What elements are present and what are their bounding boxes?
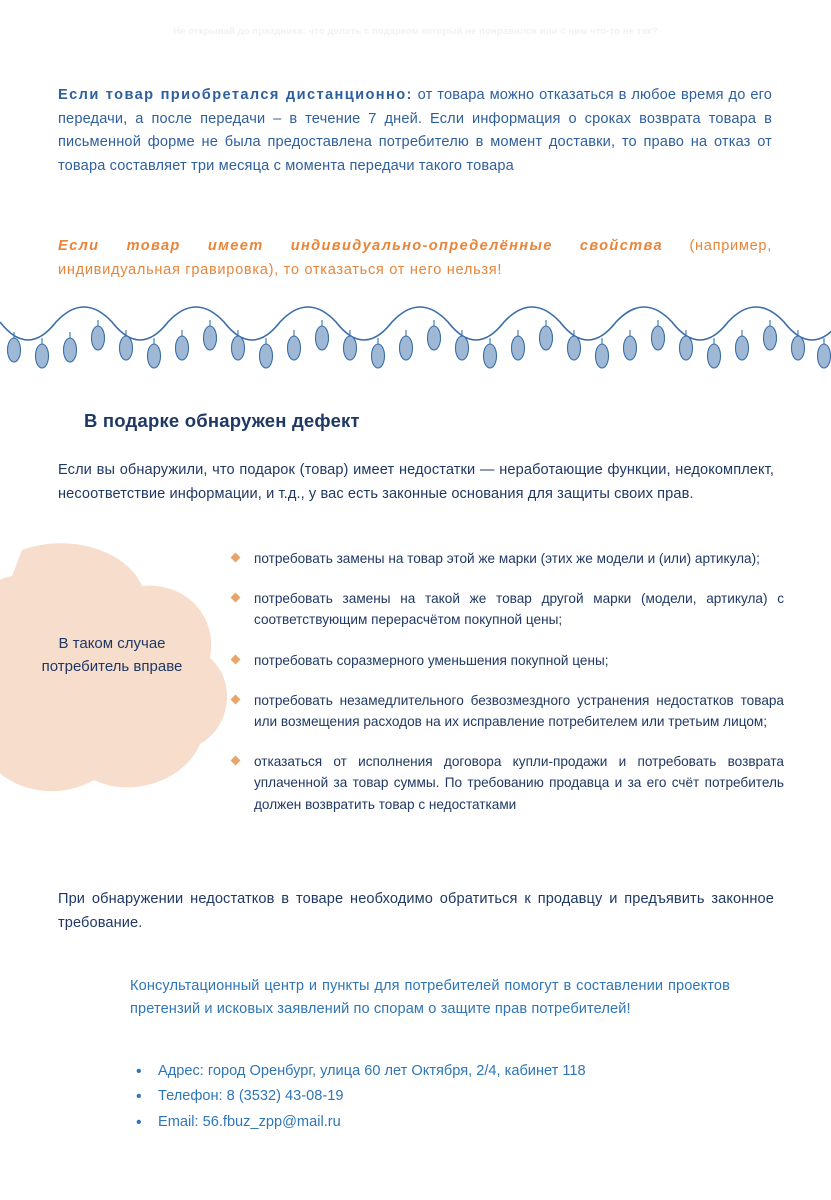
bullet-dot-icon: • xyxy=(136,1113,142,1131)
diamond-bullet-icon xyxy=(231,553,241,563)
list-item-label: потребовать замены на товар этой же марки (этих же модели и (или) артикула); xyxy=(254,551,760,566)
list-item-label: потребовать соразмерного уменьшения покупной цены; xyxy=(254,652,609,668)
bullet-dot-icon: • xyxy=(136,1063,142,1080)
list-item-label: отказаться от исполнения договора купли-продажи и потребовать возврата уплаченной за товар суммы. По требованию продавца и за его счёт потребитель должен возвратить товар с недостатками xyxy=(254,754,784,812)
contact-row-phone xyxy=(130,1085,750,1108)
paragraph-distance-purchase-rest: от товара можно отказаться в любое время до его передачи, а после передачи – в течение 7 дней. Если информация о сроках возврата товара в письменной форме не была предоставлена потребителю в момент доставки, то право на отказ от товара составляет три месяца с момента передачи такого товара xyxy=(58,87,772,174)
list-item xyxy=(232,548,784,569)
paragraph-defect-intro: Если вы обнаружили, что подарок (товар) имеет недостатки — неработающие функции, недокомплект, несоответствие информации, и т.д., у вас есть законные основания для защиты своих прав. xyxy=(58,462,774,502)
list-item xyxy=(232,588,784,630)
list-item xyxy=(232,690,784,732)
contact-row-address xyxy=(130,1060,750,1083)
contact-email-label[interactable]: Email: 56.fbuz_zpp@mail.ru xyxy=(158,1113,341,1130)
paragraph-distance-purchase-lead: Если товар приобретался дистанционно: xyxy=(58,87,413,103)
diamond-bullet-icon xyxy=(231,694,241,704)
paragraph-distance-purchase xyxy=(58,84,772,179)
paragraph-claim-seller: При обнаружении недостатков в товаре необходимо обратиться к продавцу и предъявить законное требование. xyxy=(58,891,774,931)
paragraph-individual-properties-lead: Если товар имеет индивидуально-определённые свойства xyxy=(58,238,663,254)
section-title-defect: В подарке обнаружен дефект xyxy=(84,410,360,431)
garland-decoration-icon xyxy=(0,300,831,390)
list-item xyxy=(232,650,784,671)
cloud-label-consumer-rights: В таком случае потребитель вправе xyxy=(41,635,183,675)
diamond-bullet-icon xyxy=(231,756,241,766)
bullet-dot-icon: • xyxy=(136,1088,142,1106)
list-item-label: потребовать замены на такой же товар другой марки (модели, артикула) с соответствующим перерасчётом покупной цены; xyxy=(254,591,784,628)
contact-row-email[interactable] xyxy=(130,1111,750,1134)
page-banner-title: Не открывай до праздника: что делать с подарком который не понравился или с ним что-то не так? xyxy=(173,26,658,37)
diamond-bullet-icon xyxy=(231,654,241,664)
list-item xyxy=(232,751,784,815)
contact-address-label: Адрес: город Оренбург, улица 60 лет Октября, 2/4, кабинет 118 xyxy=(158,1063,586,1079)
paragraph-individual-properties xyxy=(58,235,772,282)
rights-list xyxy=(232,548,784,834)
diamond-bullet-icon xyxy=(231,593,241,603)
list-item-label: потребовать незамедлительного безвозмездного устранения недостатков товара или возмещения расходов на их исправление потребителем или третьим лицом; xyxy=(254,692,784,730)
contacts-list xyxy=(130,1060,750,1136)
paragraph-individual-properties-rest: (например, индивидуальная гравировка), то отказаться от него нельзя! xyxy=(58,238,772,278)
paragraph-consultation-center: Консультационный центр и пункты для потребителей помогут в составлении проектов претензий и исковых заявлений по спорам о защите прав потребителей! xyxy=(130,978,730,1018)
contact-phone-label: Телефон: 8 (3532) 43-08-19 xyxy=(158,1088,344,1105)
